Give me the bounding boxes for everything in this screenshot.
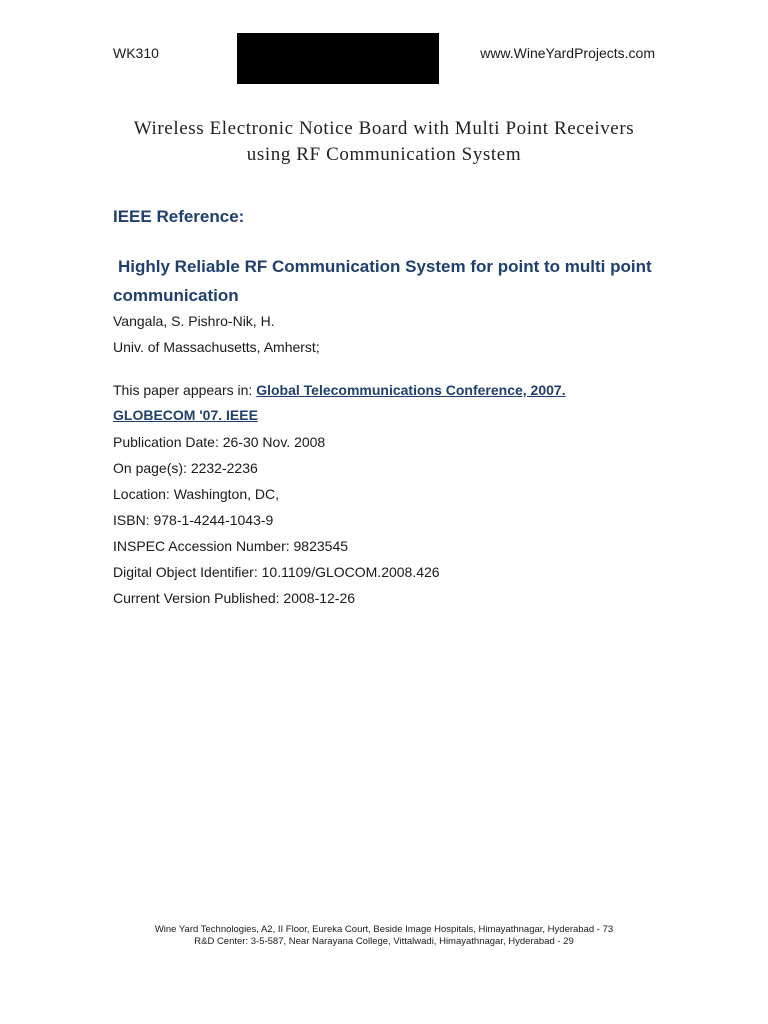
reference-affiliation: Univ. of Massachusetts, Amherst;: [113, 339, 320, 355]
reference-title-line2: communication: [113, 286, 239, 305]
reference-title-line1: Highly Reliable RF Communication System for point to multi point: [118, 257, 652, 276]
redaction-box: [237, 33, 439, 84]
header-website: www.WineYardProjects.com: [480, 45, 655, 61]
document-title-line2: using RF Communication System: [246, 144, 522, 165]
conference-link[interactable]: Global Telecommunications Conference, 2007.: [256, 382, 566, 398]
current-version: Current Version Published: 2008-12-26: [113, 590, 356, 606]
section-heading: IEEE Reference:: [113, 207, 245, 226]
conference-link-line2[interactable]: GLOBECOM '07. IEEE: [113, 407, 258, 423]
reference-appears-in-line2: [113, 407, 258, 423]
document-title: [60, 116, 708, 168]
inspec-number: INSPEC Accession Number: 9823545: [113, 538, 349, 554]
isbn: ISBN: 978-1-4244-1043-9: [113, 512, 274, 528]
reference-authors: Vangala, S. Pishro-Nik, H.: [113, 313, 275, 329]
reference-appears-in: [113, 382, 566, 398]
header-code: WK310: [113, 45, 159, 61]
appears-prefix: This paper appears in:: [113, 382, 257, 398]
reference-title: [113, 252, 673, 310]
location: Location: Washington, DC,: [113, 486, 280, 502]
pages: On page(s): 2232-2236: [113, 460, 258, 476]
footer: [0, 924, 768, 948]
doi: Digital Object Identifier: 10.1109/GLOCOM.2008.426: [113, 564, 440, 580]
document-title-line1: Wireless Electronic Notice Board with Multi Point Receivers: [133, 118, 635, 139]
footer-line1: Wine Yard Technologies, A2, II Floor, Eureka Court, Beside Image Hospitals, Himayathnagar, Hyderabad - 73: [154, 924, 614, 935]
publication-date: Publication Date: 26-30 Nov. 2008: [113, 434, 326, 450]
footer-line2: R&D Center: 3-5-587, Near Narayana College, Vittalwadi, Himayathnagar, Hyderabad - 29: [194, 936, 574, 947]
